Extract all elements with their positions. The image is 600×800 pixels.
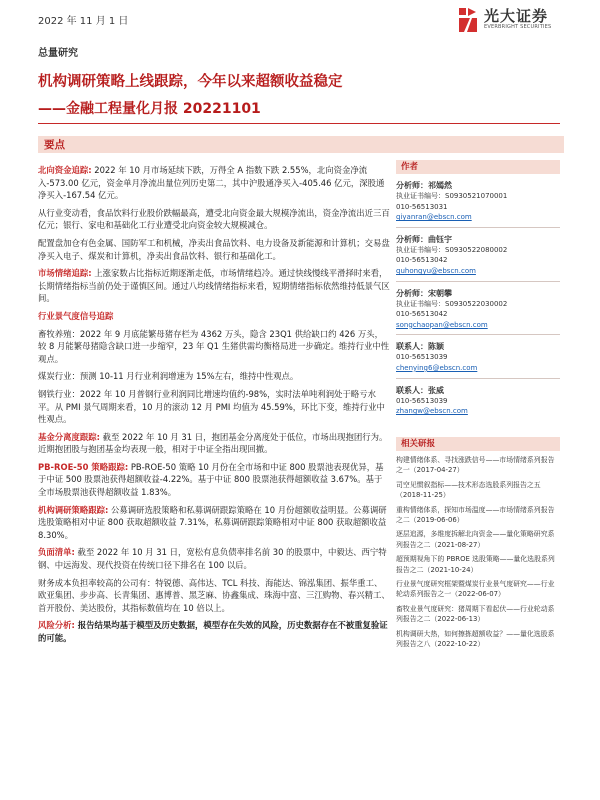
related-reports-list <box>396 455 560 650</box>
title-divider <box>38 123 560 124</box>
list-item: 畜牧业景气度研究：猪周期下看起伏——行业轮动系列报告之二（2022-06-13） <box>396 604 555 624</box>
contact-email[interactable]: chenying6@ebscn.com <box>396 363 478 372</box>
allocation-paragraph: 配置盘加仓有色金属、国防军工和机械，净卖出食品饮料、电力设备及新能源和计算机；交易盘净买入电子、煤炭和计算机，净卖出食品饮料、银行和基础化工。 <box>38 237 390 261</box>
analyst-block <box>396 288 560 336</box>
authors-panel <box>396 160 560 417</box>
contact-phone: 010-56513039 <box>396 353 448 362</box>
pbroe-paragraph <box>38 461 390 499</box>
northbound-paragraph <box>38 164 390 202</box>
report-date: 2022 年 11 月 1 日 <box>38 16 129 27</box>
analyst-email[interactable]: quhongyu@ebscn.com <box>396 266 476 275</box>
list-item: 超预期视角下的 PBROE 选股策略——量化选股系列报告之二（2021-10-24） <box>396 555 555 574</box>
divider <box>396 378 560 379</box>
summary-header-bar <box>38 136 564 153</box>
analyst-cert: 执业证书编号：S0930521070001 <box>396 192 508 200</box>
contact-block <box>396 341 560 378</box>
analyst-phone: 010-56513031 <box>396 202 448 211</box>
industry-signal-heading: 行业景气度信号追踪 <box>38 310 114 321</box>
northbound-label: 北向资金追踪: <box>38 165 92 175</box>
sentiment-paragraph <box>38 267 390 305</box>
page-subtitle: ——金融工程量化月报 20221101 <box>38 101 261 117</box>
logo <box>456 2 596 38</box>
list-item: 重构情绪体系，探知市场温度——市场情绪系列报告之二（2019-06-06） <box>396 505 555 525</box>
contact-block <box>396 385 560 417</box>
livestock-paragraph: 畜牧养殖：2022 年 9 月底能繁母猪存栏为 4362 万头，隐含 23Q1 供给缺口约 426 万头，较 8 月能繁母猪隐含缺口进一步缩窄，23 年 Q1 生猪供需均衡格局进一步确定。维持行业中性观点。 <box>38 328 390 364</box>
northbound-text: 2022 年 10 月市场延续下跌，万得全 A 指数下跌 2.55%，北向资金净流入-573.00 亿元，资金单月净流出量位列历史第二，其中沪股通净买入-405.46 亿元，深股通净买入-167.54 亿元。 <box>38 165 385 201</box>
analyst-email[interactable]: songchaopan@ebscn.com <box>396 320 488 329</box>
sentiment-label: 市场情绪追踪: <box>38 268 92 279</box>
analyst-phone: 010-56513042 <box>396 256 448 265</box>
list-item: 逐层追源，多维度拆解北向资金——量化策略研究系列报告之二（2021-08-27） <box>396 530 555 549</box>
list-item: 机构调研大热，如何擦拣超额收益？——量化选股系列报告之八（2022-10-22） <box>396 629 555 649</box>
risk-paragraph <box>38 619 390 644</box>
negative-list-label: 负面清单: <box>38 547 75 558</box>
negative-list-paragraph <box>38 546 390 571</box>
contact-name: 联系人：张威 <box>396 385 444 395</box>
page-title: 机构调研策略上线跟踪，今年以来超额收益稳定 <box>38 74 343 90</box>
logo-mark-icon <box>456 4 480 36</box>
industry-flow-paragraph: 从行业变动看，食品饮料行业股价跌幅最高，遭受北向资金最大规模净流出，资金净流出近三百亿元；银行、家电和基础化工行业遭受北向资金较大规模减仓。 <box>38 207 390 231</box>
pbroe-label: PB-ROE-50 策略跟踪: <box>38 461 129 472</box>
analyst-block <box>396 180 560 228</box>
pbroe-text: PB-ROE-50 策略 10 月份在全市场和中证 800 股票池表现优异，基于中证 500 股票池获得超额收益-4.22%。基于中证 800 股票池获得超额收益 3.67%。基于全市场股票池获得超额收益 1.83%。 <box>38 461 384 498</box>
analyst-cert: 执业证书编号：S0930522080002 <box>396 245 508 254</box>
authors-heading: 作者 <box>396 160 560 174</box>
institution-research-paragraph <box>38 504 390 542</box>
summary-body <box>38 164 390 650</box>
sentiment-text: 上涨家数占比指标近期逐渐走低，市场情绪趋冷。通过快线慢线平滑择时来看，长期情绪指标当前仍处于谨慎区间。通过八均线情绪指标来看，短期情绪指标依然维持低景气区间。 <box>38 268 390 304</box>
risk-label: 风险分析: <box>38 620 75 631</box>
list-item: 构建情绪体系、寻找涨跌信号——市场情绪系列报告之一（2017-04-27） <box>396 456 555 475</box>
negative-list-text: 截至 2022 年 10 月 31 日，宽松有息负债率排名前 30 的股票中，中毅达、西宁特钢、中远海发、现代投资在传统口径下排名在 100 以后。 <box>38 547 387 571</box>
steel-paragraph: 钢铁行业：2022 年 10 月普钢行业利润同比增速均值约-98%，实时法单吨利润处于略亏水平。从 PMI 景气周期来看，10 月的滚动 12 月 PMI 均值为 45.59%，环比下变，维持行业中性观点。 <box>38 388 385 425</box>
institution-research-text: 公募调研选股策略和私募调研跟踪策略在 10 月份超额收益明显。公募调研选股策略相对中证 800 获取超额收益 7.31%，私募调研跟踪策略相对中证 800 获取超额收益 8.30%。 <box>38 504 387 540</box>
contact-phone: 010-56513039 <box>396 396 448 405</box>
report-category: 总量研究 <box>38 48 78 59</box>
contact-email[interactable]: zhangw@ebscn.com <box>396 407 468 416</box>
financial-cost-paragraph: 财务成本负担率较高的公司有：特锐德、高伟达、TCL 科技、海能达、锦泓集团、振华重工、欧亚集团、步步高、长青集团、惠博普、黑芝麻、协鑫集成、珠海中富、三江购物、春兴精工、首开股份、美达股份，其指标数值均在 10 倍以上。 <box>38 577 390 613</box>
related-reports-heading: 相关研报 <box>396 437 560 451</box>
analyst-name: 分析师：曲钰宇 <box>396 234 452 244</box>
analyst-block <box>396 234 560 282</box>
divider <box>396 334 560 335</box>
analyst-email[interactable]: qiyanran@ebscn.com <box>396 213 472 222</box>
analyst-cert: 执业证书编号：S0930522030002 <box>396 299 508 308</box>
list-item: 司空见惯叙指标——技术形态选股系列报告之五（2018-11-25） <box>396 480 541 500</box>
divider <box>396 281 560 282</box>
logo-name: 光大证券 <box>484 7 549 25</box>
related-reports-panel <box>396 437 560 650</box>
analyst-name: 分析师：宋朝攀 <box>396 288 452 298</box>
list-item: 行业景气度研究框架暨煤炭行业景气度研究——行业轮动系列报告之一（2022-06-07） <box>396 580 555 599</box>
fund-separation-paragraph <box>38 431 390 456</box>
summary-heading: 要点 <box>44 139 65 151</box>
fund-separation-label: 基金分离度跟踪: <box>38 431 100 442</box>
institution-research-label: 机构调研策略跟踪: <box>38 504 109 515</box>
risk-text: 报告结果均基于模型及历史数据，模型存在失效的风险，历史数据存在不被重复验证的可能。 <box>38 620 388 643</box>
fund-separation-text: 截至 2022 年 10 月 31 日，抱团基金分离度处于低位，市场出现抱团行为。近期抱团股与抱团基金均表现一般，相对于中证全指出现回撤。 <box>38 431 388 455</box>
logo-subtitle: EVERBRIGHT SECURITIES <box>484 24 552 30</box>
analyst-phone: 010-56513042 <box>396 310 448 319</box>
divider <box>396 227 560 228</box>
analyst-name: 分析师：祁嫣然 <box>396 181 452 190</box>
coal-paragraph: 煤炭行业：预测 10-11 月行业利润增速为 15%左右，维持中性观点。 <box>38 371 299 382</box>
contact-name: 联系人：陈颖 <box>396 342 444 352</box>
